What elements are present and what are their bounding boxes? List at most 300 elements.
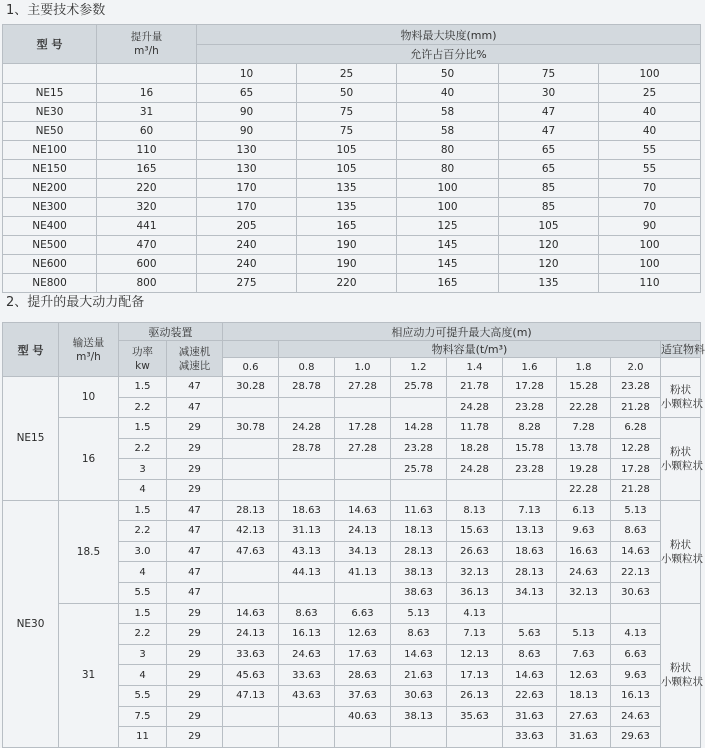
height-cell: 31.63 bbox=[503, 706, 557, 727]
ratio-cell: 47 bbox=[167, 582, 223, 603]
model-cell: NE400 bbox=[3, 217, 97, 236]
height-cell: 21.28 bbox=[611, 479, 661, 500]
height-cell: 18.63 bbox=[503, 541, 557, 562]
model-cell: NE15 bbox=[3, 377, 59, 501]
value-cell: 240 bbox=[197, 236, 297, 255]
height-cell: 35.63 bbox=[447, 706, 503, 727]
value-cell: 58 bbox=[397, 103, 499, 122]
height-cell bbox=[335, 397, 391, 418]
height-cell: 9.63 bbox=[611, 665, 661, 686]
height-cell: 25.78 bbox=[391, 377, 447, 398]
height-cell: 5.63 bbox=[503, 624, 557, 645]
value-cell: 145 bbox=[397, 236, 499, 255]
height-cell bbox=[335, 582, 391, 603]
ratio-cell: 47 bbox=[167, 377, 223, 398]
header-lift-label: 提升量 bbox=[130, 31, 163, 43]
material-label bbox=[661, 445, 703, 473]
power-config-body bbox=[3, 377, 701, 748]
height-cell: 28.78 bbox=[279, 438, 335, 459]
value-cell: 40 bbox=[599, 103, 701, 122]
height-cell bbox=[223, 706, 279, 727]
table-row bbox=[3, 198, 701, 217]
height-cell: 8.63 bbox=[391, 624, 447, 645]
height-cell: 16.13 bbox=[279, 624, 335, 645]
power-cell: 2.2 bbox=[119, 521, 167, 542]
power-cell: 11 bbox=[119, 727, 167, 748]
material-cell bbox=[661, 500, 701, 603]
lift-cell: 110 bbox=[97, 141, 197, 160]
height-cell: 17.28 bbox=[335, 418, 391, 439]
height-cell bbox=[447, 479, 503, 500]
value-cell: 65 bbox=[197, 84, 297, 103]
height-cell: 8.13 bbox=[447, 500, 503, 521]
ratio-cell: 29 bbox=[167, 603, 223, 624]
height-cell: 5.13 bbox=[557, 624, 611, 645]
ratio-cell: 47 bbox=[167, 521, 223, 542]
lift-cell: 60 bbox=[97, 122, 197, 141]
height-cell: 30.63 bbox=[611, 582, 661, 603]
height-cell: 8.63 bbox=[279, 603, 335, 624]
height-cell: 47.13 bbox=[223, 685, 279, 706]
ratio-cell: 29 bbox=[167, 459, 223, 480]
height-cell: 36.13 bbox=[447, 582, 503, 603]
height-cell: 23.28 bbox=[503, 459, 557, 480]
model-cell: NE150 bbox=[3, 160, 97, 179]
height-cell: 7.28 bbox=[557, 418, 611, 439]
height-cell: 23.28 bbox=[611, 377, 661, 398]
value-cell: 47 bbox=[499, 122, 599, 141]
height-cell: 27.63 bbox=[557, 706, 611, 727]
height-cell: 9.63 bbox=[557, 521, 611, 542]
height-cell: 18.28 bbox=[447, 438, 503, 459]
height-cell: 21.78 bbox=[447, 377, 503, 398]
header-drive: 驱动装置 bbox=[119, 323, 223, 341]
value-cell: 135 bbox=[297, 198, 397, 217]
height-cell: 7.13 bbox=[503, 500, 557, 521]
power-cell: 1.5 bbox=[119, 603, 167, 624]
value-cell: 105 bbox=[297, 141, 397, 160]
ratio-cell: 29 bbox=[167, 727, 223, 748]
height-cell: 12.63 bbox=[557, 665, 611, 686]
material-cell bbox=[661, 603, 701, 747]
height-cell: 30.63 bbox=[391, 685, 447, 706]
value-cell: 80 bbox=[397, 141, 499, 160]
power-cell: 4 bbox=[119, 562, 167, 583]
value-cell: 130 bbox=[197, 160, 297, 179]
value-cell: 275 bbox=[197, 274, 297, 293]
height-cell: 19.28 bbox=[557, 459, 611, 480]
height-cell: 6.28 bbox=[611, 418, 661, 439]
height-cell: 28.13 bbox=[391, 541, 447, 562]
header-volume-label: 输送量 bbox=[72, 336, 105, 349]
value-cell: 50 bbox=[297, 84, 397, 103]
height-cell: 11.78 bbox=[447, 418, 503, 439]
height-cell: 8.63 bbox=[503, 644, 557, 665]
height-cell: 17.28 bbox=[503, 377, 557, 398]
height-cell: 6.13 bbox=[557, 500, 611, 521]
ratio-cell: 29 bbox=[167, 479, 223, 500]
lift-cell: 470 bbox=[97, 236, 197, 255]
header-power-label: 功率 bbox=[132, 345, 153, 358]
height-cell: 38.13 bbox=[391, 562, 447, 583]
material-granule: 小颗粒状 bbox=[661, 552, 703, 565]
value-cell: 25 bbox=[599, 84, 701, 103]
lift-cell: 16 bbox=[97, 84, 197, 103]
material-label bbox=[661, 538, 703, 566]
height-cell: 34.13 bbox=[503, 582, 557, 603]
material-powder: 粉状 bbox=[670, 662, 692, 675]
value-cell: 65 bbox=[499, 141, 599, 160]
value-cell: 190 bbox=[297, 236, 397, 255]
ratio-cell: 47 bbox=[167, 562, 223, 583]
height-cell: 21.63 bbox=[391, 665, 447, 686]
value-cell: 75 bbox=[297, 103, 397, 122]
percent-col: 25 bbox=[297, 64, 397, 84]
material-powder: 粉状 bbox=[670, 384, 692, 397]
header-volume bbox=[59, 323, 119, 377]
height-cell: 17.13 bbox=[447, 665, 503, 686]
capacity-col: 2.0 bbox=[611, 358, 661, 377]
height-cell bbox=[279, 397, 335, 418]
value-cell: 170 bbox=[197, 198, 297, 217]
height-cell: 4.13 bbox=[447, 603, 503, 624]
height-cell: 47.63 bbox=[223, 541, 279, 562]
height-cell: 34.13 bbox=[335, 541, 391, 562]
model-cell: NE800 bbox=[3, 274, 97, 293]
table-row bbox=[3, 377, 701, 398]
header-ratio-label2: 减速比 bbox=[178, 359, 211, 372]
ratio-cell: 47 bbox=[167, 500, 223, 521]
height-cell: 29.63 bbox=[611, 727, 661, 748]
lift-cell: 800 bbox=[97, 274, 197, 293]
volume-cell: 10 bbox=[59, 377, 119, 418]
power-cell: 4 bbox=[119, 665, 167, 686]
header-power bbox=[119, 341, 167, 377]
height-cell: 28.13 bbox=[503, 562, 557, 583]
height-cell: 28.63 bbox=[335, 665, 391, 686]
table-row bbox=[3, 500, 701, 521]
value-cell: 40 bbox=[397, 84, 499, 103]
percent-col: 50 bbox=[397, 64, 499, 84]
header-ratio bbox=[167, 341, 223, 377]
height-cell: 14.63 bbox=[391, 644, 447, 665]
height-cell: 7.13 bbox=[447, 624, 503, 645]
height-cell: 44.13 bbox=[279, 562, 335, 583]
height-cell bbox=[223, 479, 279, 500]
height-cell bbox=[557, 603, 611, 624]
model-cell: NE30 bbox=[3, 500, 59, 747]
height-cell: 8.28 bbox=[503, 418, 557, 439]
power-cell: 7.5 bbox=[119, 706, 167, 727]
height-cell: 27.28 bbox=[335, 438, 391, 459]
value-cell: 65 bbox=[499, 160, 599, 179]
material-cell bbox=[661, 377, 701, 418]
value-cell: 100 bbox=[599, 255, 701, 274]
height-cell: 23.28 bbox=[391, 438, 447, 459]
height-cell: 27.28 bbox=[335, 377, 391, 398]
value-cell: 120 bbox=[499, 236, 599, 255]
table-row bbox=[3, 141, 701, 160]
value-cell: 125 bbox=[397, 217, 499, 236]
ratio-cell: 29 bbox=[167, 624, 223, 645]
height-cell: 37.63 bbox=[335, 685, 391, 706]
power-cell: 1.5 bbox=[119, 500, 167, 521]
height-cell: 16.63 bbox=[557, 541, 611, 562]
height-cell bbox=[223, 582, 279, 603]
model-cell: NE15 bbox=[3, 84, 97, 103]
height-cell: 45.63 bbox=[223, 665, 279, 686]
material-granule: 小颗粒状 bbox=[661, 398, 703, 411]
height-cell: 16.13 bbox=[611, 685, 661, 706]
lift-cell: 220 bbox=[97, 179, 197, 198]
table-row bbox=[3, 418, 701, 439]
value-cell: 105 bbox=[297, 160, 397, 179]
model-cell: NE50 bbox=[3, 122, 97, 141]
height-cell bbox=[223, 727, 279, 748]
power-cell: 3 bbox=[119, 459, 167, 480]
height-cell: 22.13 bbox=[611, 562, 661, 583]
tech-params-table bbox=[2, 24, 701, 293]
height-cell bbox=[335, 479, 391, 500]
height-cell: 33.63 bbox=[503, 727, 557, 748]
capacity-col: 0.8 bbox=[279, 358, 335, 377]
table-row bbox=[3, 217, 701, 236]
lift-cell: 165 bbox=[97, 160, 197, 179]
height-cell: 14.63 bbox=[223, 603, 279, 624]
height-cell: 26.13 bbox=[447, 685, 503, 706]
capacity-col: 0.6 bbox=[223, 358, 279, 377]
value-cell: 205 bbox=[197, 217, 297, 236]
height-cell: 12.63 bbox=[335, 624, 391, 645]
material-label bbox=[661, 661, 703, 689]
height-cell: 24.63 bbox=[611, 706, 661, 727]
height-cell: 31.63 bbox=[557, 727, 611, 748]
power-cell: 2.2 bbox=[119, 438, 167, 459]
capacity-col: 1.6 bbox=[503, 358, 557, 377]
height-cell bbox=[391, 727, 447, 748]
height-cell bbox=[279, 727, 335, 748]
capacity-col: 1.2 bbox=[391, 358, 447, 377]
height-cell: 43.63 bbox=[279, 685, 335, 706]
material-granule: 小颗粒状 bbox=[661, 676, 703, 689]
power-config-table bbox=[2, 322, 705, 748]
value-cell: 130 bbox=[197, 141, 297, 160]
height-cell: 5.13 bbox=[391, 603, 447, 624]
table-row bbox=[3, 603, 701, 624]
section-title-tech-params: 1、主要技术参数 bbox=[6, 3, 106, 18]
value-cell: 55 bbox=[599, 160, 701, 179]
capacity-col: 1.4 bbox=[447, 358, 503, 377]
header-ratio-label1: 减速机 bbox=[178, 345, 211, 358]
ratio-cell: 29 bbox=[167, 644, 223, 665]
value-cell: 70 bbox=[599, 198, 701, 217]
table-row bbox=[3, 103, 701, 122]
value-cell: 85 bbox=[499, 198, 599, 217]
height-cell bbox=[391, 397, 447, 418]
height-cell: 24.28 bbox=[447, 397, 503, 418]
value-cell: 55 bbox=[599, 141, 701, 160]
power-cell: 3.0 bbox=[119, 541, 167, 562]
height-cell: 11.63 bbox=[391, 500, 447, 521]
height-cell: 24.28 bbox=[447, 459, 503, 480]
ratio-cell: 47 bbox=[167, 397, 223, 418]
height-cell: 18.13 bbox=[391, 521, 447, 542]
value-cell: 135 bbox=[499, 274, 599, 293]
value-cell: 70 bbox=[599, 179, 701, 198]
height-cell: 15.28 bbox=[557, 377, 611, 398]
volume-cell: 31 bbox=[59, 603, 119, 747]
height-cell bbox=[279, 459, 335, 480]
height-cell: 24.13 bbox=[223, 624, 279, 645]
height-cell: 32.13 bbox=[557, 582, 611, 603]
material-label bbox=[661, 383, 703, 411]
height-cell: 13.78 bbox=[557, 438, 611, 459]
header-model: 型 号 bbox=[3, 25, 97, 64]
height-cell: 25.78 bbox=[391, 459, 447, 480]
value-cell: 100 bbox=[397, 198, 499, 217]
height-cell: 17.63 bbox=[335, 644, 391, 665]
height-cell bbox=[503, 603, 557, 624]
height-cell: 30.78 bbox=[223, 418, 279, 439]
volume-cell: 18.5 bbox=[59, 500, 119, 603]
value-cell: 85 bbox=[499, 179, 599, 198]
ratio-cell: 29 bbox=[167, 685, 223, 706]
ratio-cell: 29 bbox=[167, 665, 223, 686]
height-cell: 41.13 bbox=[335, 562, 391, 583]
height-cell: 32.13 bbox=[447, 562, 503, 583]
value-cell: 58 bbox=[397, 122, 499, 141]
height-cell: 22.28 bbox=[557, 479, 611, 500]
height-cell: 6.63 bbox=[611, 644, 661, 665]
value-cell: 40 bbox=[599, 122, 701, 141]
height-cell: 24.13 bbox=[335, 521, 391, 542]
height-cell: 33.63 bbox=[223, 644, 279, 665]
power-cell: 1.5 bbox=[119, 418, 167, 439]
height-cell: 15.78 bbox=[503, 438, 557, 459]
capacity-col: 1.0 bbox=[335, 358, 391, 377]
height-cell: 4.13 bbox=[611, 624, 661, 645]
table-row bbox=[3, 160, 701, 179]
height-cell: 38.13 bbox=[391, 706, 447, 727]
height-cell: 22.63 bbox=[503, 685, 557, 706]
header-volume-unit: m³/h bbox=[76, 350, 101, 363]
height-cell bbox=[447, 727, 503, 748]
power-cell: 5.5 bbox=[119, 685, 167, 706]
height-cell: 23.28 bbox=[503, 397, 557, 418]
height-cell: 28.78 bbox=[279, 377, 335, 398]
value-cell: 80 bbox=[397, 160, 499, 179]
value-cell: 135 bbox=[297, 179, 397, 198]
value-cell: 30 bbox=[499, 84, 599, 103]
height-cell: 7.63 bbox=[557, 644, 611, 665]
table-row bbox=[3, 274, 701, 293]
height-cell bbox=[335, 459, 391, 480]
header-lift-unit: m³/h bbox=[134, 45, 159, 57]
value-cell: 165 bbox=[397, 274, 499, 293]
power-cell: 4 bbox=[119, 479, 167, 500]
value-cell: 110 bbox=[599, 274, 701, 293]
lift-cell: 441 bbox=[97, 217, 197, 236]
header-capacity: 物料容量(t/m³) bbox=[279, 341, 661, 358]
value-cell: 240 bbox=[197, 255, 297, 274]
height-cell: 14.28 bbox=[391, 418, 447, 439]
height-cell bbox=[223, 459, 279, 480]
height-cell bbox=[279, 582, 335, 603]
height-cell: 18.13 bbox=[557, 685, 611, 706]
ratio-cell: 47 bbox=[167, 541, 223, 562]
lift-cell: 31 bbox=[97, 103, 197, 122]
height-cell: 6.63 bbox=[335, 603, 391, 624]
value-cell: 145 bbox=[397, 255, 499, 274]
material-powder: 粉状 bbox=[670, 445, 692, 458]
model-cell: NE30 bbox=[3, 103, 97, 122]
material-cell bbox=[661, 418, 701, 500]
percent-col: 10 bbox=[197, 64, 297, 84]
material-granule: 小颗粒状 bbox=[661, 459, 703, 472]
height-cell: 30.28 bbox=[223, 377, 279, 398]
height-cell: 26.63 bbox=[447, 541, 503, 562]
height-cell: 13.13 bbox=[503, 521, 557, 542]
material-powder: 粉状 bbox=[670, 538, 692, 551]
percent-columns-row bbox=[3, 64, 701, 84]
header-max-height: 相应动力可提升最大高度(m) bbox=[223, 323, 701, 341]
capacity-col: 1.8 bbox=[557, 358, 611, 377]
height-cell: 43.13 bbox=[279, 541, 335, 562]
height-cell bbox=[503, 479, 557, 500]
ratio-cell: 29 bbox=[167, 418, 223, 439]
percent-col: 100 bbox=[599, 64, 701, 84]
table-row bbox=[3, 236, 701, 255]
height-cell: 28.13 bbox=[223, 500, 279, 521]
height-cell: 8.63 bbox=[611, 521, 661, 542]
model-cell: NE600 bbox=[3, 255, 97, 274]
power-cell: 2.2 bbox=[119, 624, 167, 645]
model-cell: NE100 bbox=[3, 141, 97, 160]
height-cell: 31.13 bbox=[279, 521, 335, 542]
power-cell: 1.5 bbox=[119, 377, 167, 398]
value-cell: 47 bbox=[499, 103, 599, 122]
height-cell: 38.63 bbox=[391, 582, 447, 603]
value-cell: 90 bbox=[599, 217, 701, 236]
height-cell bbox=[223, 562, 279, 583]
header-lump-size: 物料最大块度(mm) bbox=[197, 25, 701, 45]
power-cell: 5.5 bbox=[119, 582, 167, 603]
lift-cell: 600 bbox=[97, 255, 197, 274]
value-cell: 190 bbox=[297, 255, 397, 274]
model-cell: NE500 bbox=[3, 236, 97, 255]
height-cell bbox=[611, 603, 661, 624]
height-cell bbox=[223, 438, 279, 459]
lift-cell: 320 bbox=[97, 198, 197, 217]
value-cell: 75 bbox=[297, 122, 397, 141]
height-cell: 24.28 bbox=[279, 418, 335, 439]
percent-col: 75 bbox=[499, 64, 599, 84]
height-cell: 24.63 bbox=[279, 644, 335, 665]
height-cell: 15.63 bbox=[447, 521, 503, 542]
height-cell bbox=[335, 727, 391, 748]
material-col-empty bbox=[661, 358, 701, 377]
table-row bbox=[3, 122, 701, 141]
height-cell: 24.63 bbox=[557, 562, 611, 583]
header-lift bbox=[97, 25, 197, 64]
height-cell: 14.63 bbox=[335, 500, 391, 521]
height-cell: 18.63 bbox=[279, 500, 335, 521]
ratio-cell: 29 bbox=[167, 438, 223, 459]
height-cell: 12.28 bbox=[611, 438, 661, 459]
height-cell: 14.63 bbox=[611, 541, 661, 562]
table-row bbox=[3, 179, 701, 198]
value-cell: 90 bbox=[197, 122, 297, 141]
